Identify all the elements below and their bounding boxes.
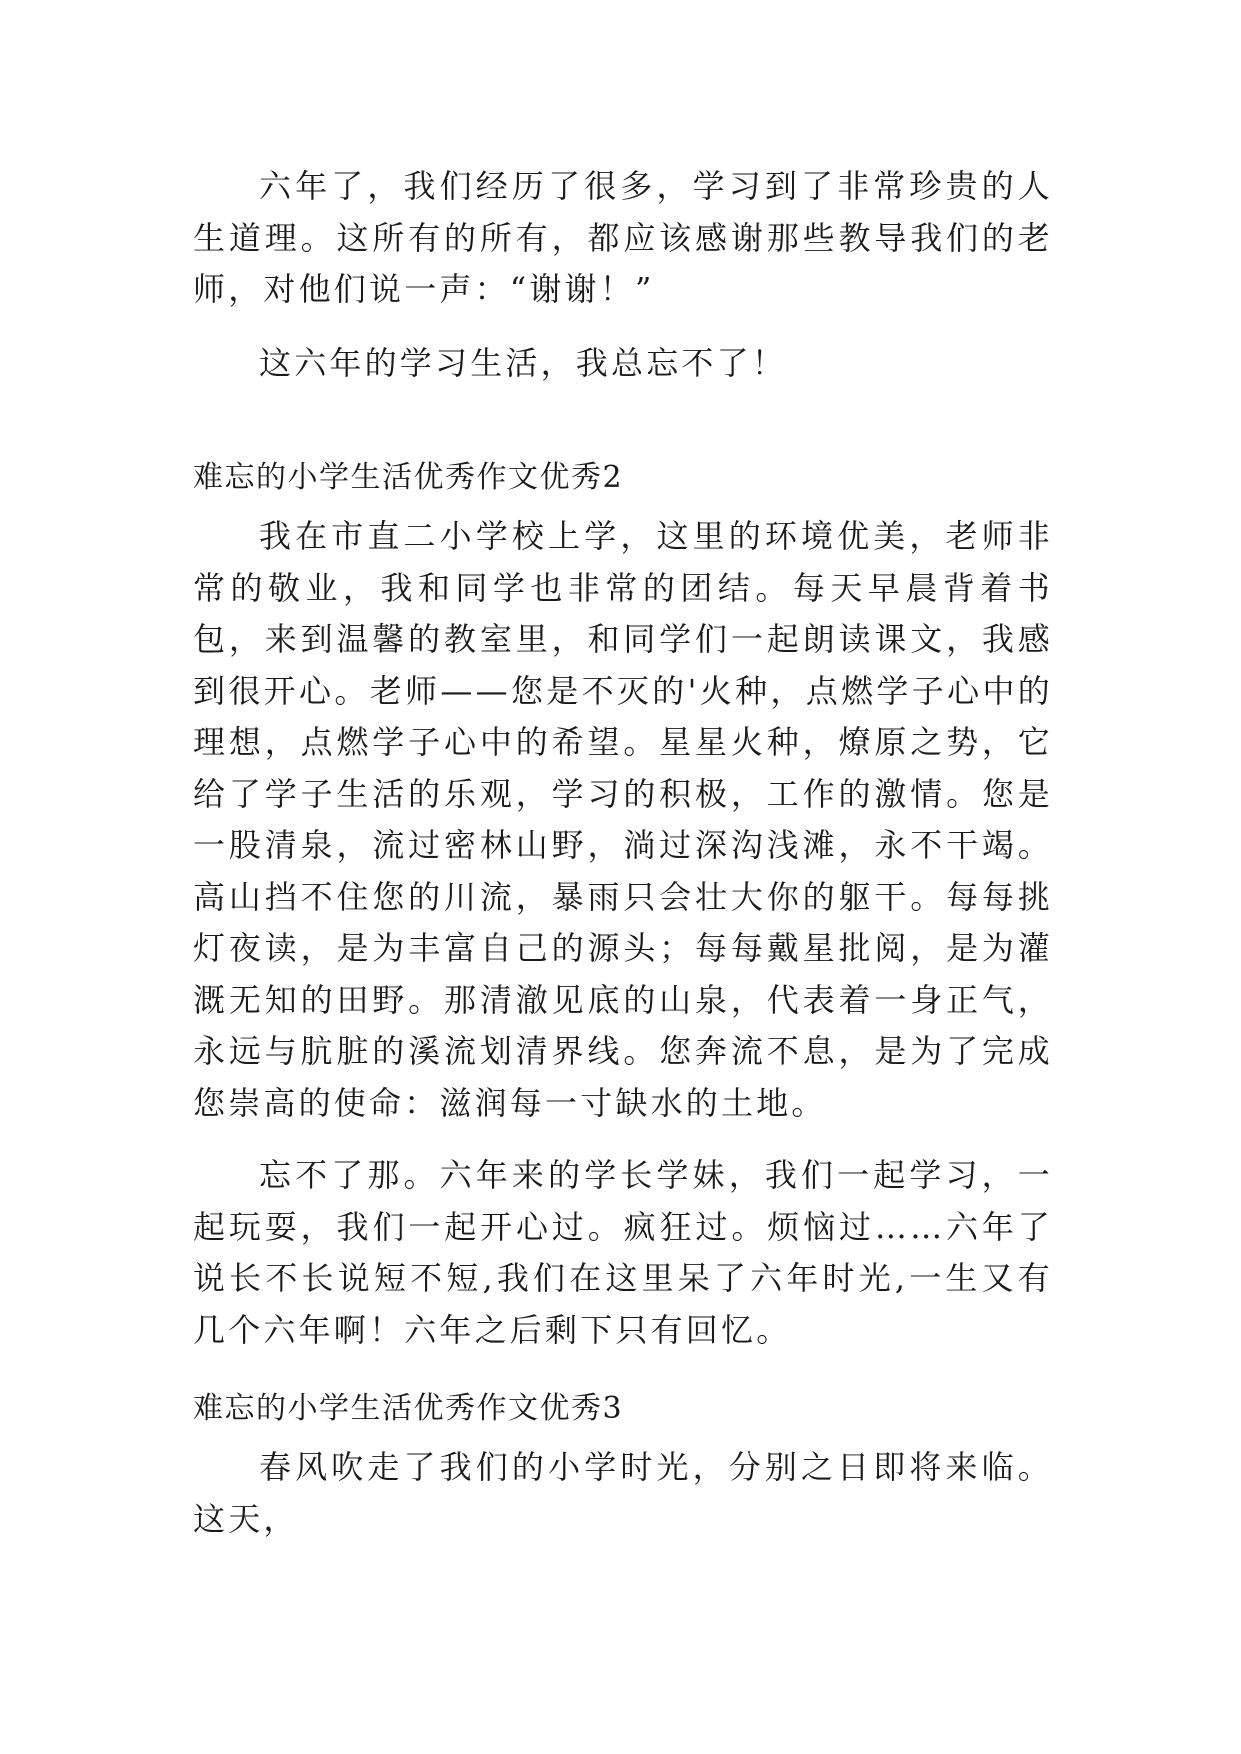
section-heading: 难忘的小学生活优秀作文优秀2	[193, 460, 624, 495]
paragraph: 忘不了那。六年来的学长学妹，我们一起学习，一起玩耍，我们一起开心过。疯狂过。烦恼过……六年了说长不长说短不短,我们在这里呆了六年时光,一生又有几个六年啊！六年之后剩下只有回忆。	[193, 1156, 1053, 1349]
paragraph: 春风吹走了我们的小学时光，分别之日即将来临。这天，	[193, 1448, 1053, 1538]
paragraph: 这六年的学习生活，我总忘不了！	[259, 344, 788, 382]
paragraph: 六年了，我们经历了很多，学习到了非常珍贵的人生道理。这所有的所有，都应该感谢那些教导我们的老师，对他们说一声：“谢谢！”	[193, 167, 1053, 308]
section-heading: 难忘的小学生活优秀作文优秀3	[193, 1391, 624, 1426]
paragraph: 我在市直二小学校上学，这里的环境优美，老师非常的敬业，我和同学也非常的团结。每天早晨背着书包，来到温馨的教室里，和同学们一起朗读课文，我感到很开心。老师——您是不灭的'火种，点燃学子心中的理想，点燃学子心中的希望。星星火种，燎原之势，它给了学子生活的乐观，学习的积极，工作的激情。您是一股清泉，流过密林山野，淌过深沟浅滩，永不干竭。高山挡不住您的川流，暴雨只会壮大你的躯干。每每挑灯夜读，是为丰富自己的源头；每每戴星批阅，是为灌溉无知的田野。那清澈见底的山泉，代表着一身正气，永远与肮脏的溪流划清界线。您奔流不息，是为了完成您崇高的使命：滋润每一寸缺水的土地。	[193, 517, 1053, 1122]
